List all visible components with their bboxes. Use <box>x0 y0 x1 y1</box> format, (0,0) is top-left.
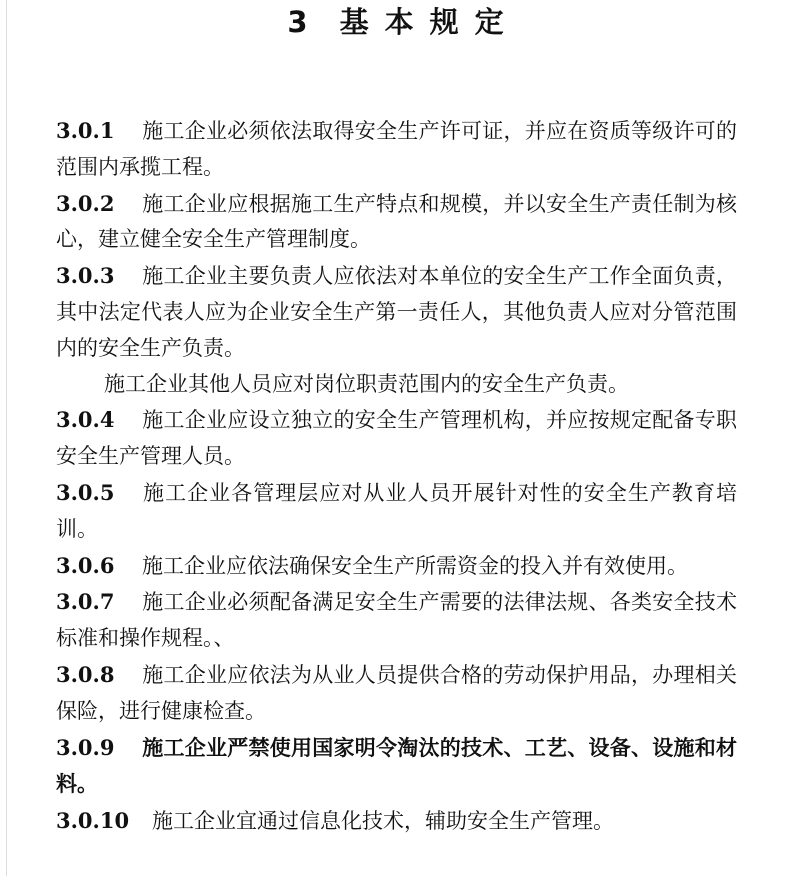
chapter-heading <box>0 4 807 40</box>
clause-number: 3.0.9 <box>56 734 115 760</box>
clause-number: 3.0.7 <box>56 589 115 615</box>
clause-3-0-8 <box>56 657 737 730</box>
clause-text: 施工企业主要负责人应依法对本单位的安全生产工作全面负责，其中法定代表人应为企业安全生产第一责任人，其他负责人应对分管范围内的安全生产负责。 <box>56 264 737 360</box>
clause-list <box>56 113 737 840</box>
clause-number: 3.0.3 <box>56 263 115 289</box>
clause-number: 3.0.5 <box>56 479 115 505</box>
clause-number: 3.0.2 <box>56 190 115 216</box>
clause-3-0-5 <box>56 475 737 548</box>
clause-3-0-3 <box>56 258 737 366</box>
clause-number: 3.0.10 <box>56 808 130 834</box>
clause-text: 施工企业应依法为从业人员提供合格的劳动保护用品，办理相关保险，进行健康检查。 <box>56 662 737 723</box>
clause-3-0-2 <box>56 186 737 259</box>
clause-text: 施工企业严禁使用国家明令淘汰的技术、工艺、设备、设施和材料。 <box>56 734 737 797</box>
clause-3-0-1 <box>56 113 737 186</box>
clause-3-0-3-continuation: 施工企业其他人员应对岗位职责范围内的安全生产负责。 <box>104 371 629 396</box>
chapter-title: 基本规定 <box>339 5 520 39</box>
clause-3-0-10 <box>56 803 737 840</box>
clause-text: 施工企业各管理层应对从业人员开展针对性的安全生产教育培训。 <box>56 480 737 541</box>
clause-number: 3.0.6 <box>56 552 115 578</box>
clause-number: 3.0.8 <box>56 661 115 687</box>
clause-text: 施工企业应根据施工生产特点和规模，并以安全生产责任制为核心，建立健全安全生产管理制度。 <box>56 191 737 252</box>
clause-text: 施工企业应依法确保安全生产所需资金的投入并有效使用。 <box>142 553 688 578</box>
clause-number: 3.0.1 <box>56 118 115 143</box>
chapter-number: 3 <box>287 5 308 39</box>
clause-text: 施工企业宜通过信息化技术，辅助安全生产管理。 <box>152 809 614 834</box>
clause-3-0-4 <box>56 402 737 475</box>
clause-3-0-7 <box>56 584 737 657</box>
clause-text: 施工企业必须依法取得安全生产许可证，并应在资质等级许可的范围内承揽工程。 <box>56 119 737 179</box>
clause-3-0-9 <box>56 730 737 804</box>
page-edge-line <box>6 0 7 876</box>
clause-3-0-6 <box>56 548 737 585</box>
clause-text: 施工企业必须配备满足安全生产需要的法律法规、各类安全技术标准和操作规程。、 <box>56 590 737 651</box>
clause-text: 施工企业应设立独立的安全生产管理机构，并应按规定配备专职安全生产管理人员。 <box>56 408 737 469</box>
clause-number: 3.0.4 <box>56 407 115 433</box>
